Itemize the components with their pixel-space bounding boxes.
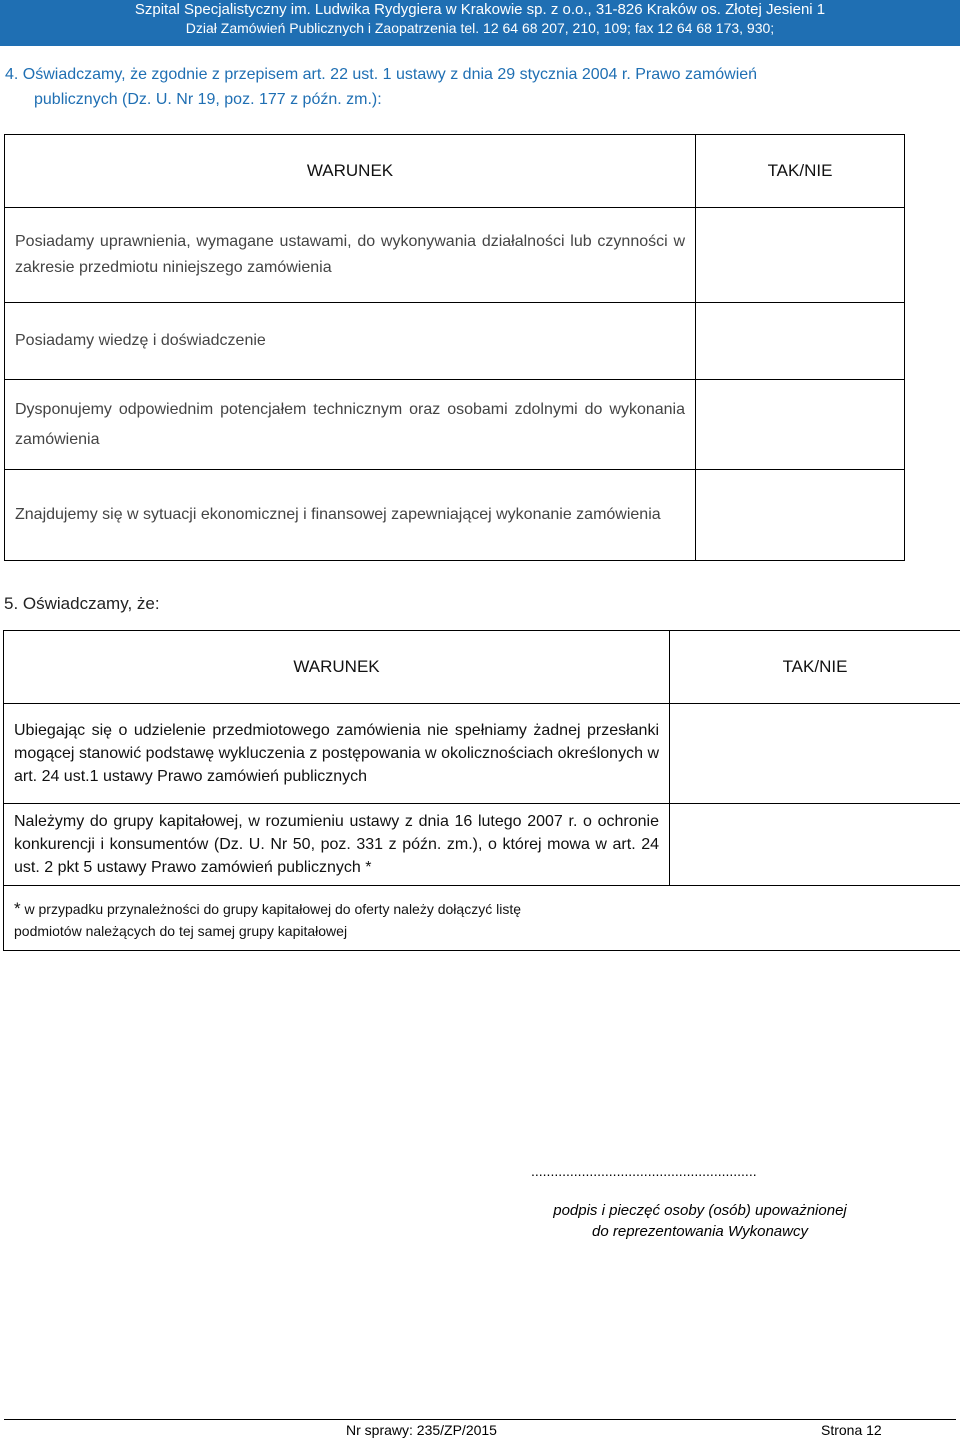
footer-case-number: Nr sprawy: 235/ZP/2015: [346, 1422, 497, 1438]
table-2-row-1-condition: Ubiegając się o udzielenie przedmiotowego zamówienia nie spełniamy żadnej przesłanki mogącej stanowić podstawę wykluczenia z postępowania w okolicznościach określonych w art. 24 ust.1 ustawy Prawo zamówień publicznych: [4, 704, 670, 804]
table-1-row-3-answer[interactable]: [696, 380, 905, 470]
table-2-footnote: [4, 886, 960, 951]
conditions-table-1: [4, 134, 905, 561]
section-5-title: 5. Oświadczamy, że:: [4, 594, 160, 613]
letterhead-line-2: Dział Zamówień Publicznych i Zaopatrzenia tel. 12 64 68 207, 210, 109; fax 12 64 68 173, 930;: [185, 20, 775, 36]
table-1-row-1-condition: Posiadamy uprawnienia, wymagane ustawami, do wykonywania działalności lub czynności w zakresie przedmiotu niniejszego zamówienia: [5, 208, 696, 303]
signature-caption-line-2: do reprezentowania Wykonawcy: [592, 1223, 808, 1240]
table-1-row-4-condition: Znajdujemy się w sytuacji ekonomicznej i finansowej zapewniającej wykonanie zamówienia: [5, 470, 696, 561]
footer-page-number: Strona 12: [821, 1422, 882, 1438]
table-2-row-2-condition: Należymy do grupy kapitałowej, w rozumieniu ustawy z dnia 16 lutego 2007 r. o ochronie konkurencji i konsumentów (Dz. U. Nr 50, poz. 331 z późn. zm.), o której mowa w art. 24 ust. 2 pkt 5 ustawy Prawo zamówień publicznych *: [4, 804, 670, 886]
section-4-line-1: 4. Oświadczamy, że zgodnie z przepisem art. 22 ust. 1 ustawy z dnia 29 stycznia 2004 r. Prawo zamówień: [5, 66, 758, 83]
footer-divider: [4, 1419, 956, 1420]
footnote-line-1: w przypadku przynależności do grupy kapitałowej do oferty należy dołączyć listę: [24, 901, 521, 917]
footnote-star: *: [14, 899, 21, 918]
table-1-header-condition: WARUNEK: [5, 135, 696, 208]
table-2-row-1-answer[interactable]: [670, 704, 960, 804]
signature-caption-line-1: podpis i pieczęć osoby (osób) upoważnionej: [553, 1202, 847, 1219]
signature-caption: [510, 1200, 890, 1242]
table-1-row-2-condition: Posiadamy wiedzę i doświadczenie: [5, 303, 696, 380]
letterhead: [0, 0, 960, 46]
table-1-row-1-answer[interactable]: [696, 208, 905, 303]
table-1-row-3-condition: Dysponujemy odpowiednim potencjałem technicznym oraz osobami zdolnymi do wykonania zamówienia: [5, 380, 696, 470]
table-2-header-condition: WARUNEK: [4, 631, 670, 704]
signature-line: ..........................................................: [531, 1163, 757, 1179]
table-2-row-2-answer[interactable]: [670, 804, 960, 886]
conditions-table-2: [3, 630, 960, 951]
table-1-row-2-answer[interactable]: [696, 303, 905, 380]
table-2-header-answer: TAK/NIE: [670, 631, 960, 704]
section-4-line-2: publicznych (Dz. U. Nr 19, poz. 177 z późn. zm.):: [34, 91, 382, 108]
letterhead-line-1: Szpital Specjalistyczny im. Ludwika Rydygiera w Krakowie sp. z o.o., 31-826 Kraków os. Złotej Jesieni 1: [134, 1, 826, 18]
table-1-row-4-answer[interactable]: [696, 470, 905, 561]
footnote-line-2: podmiotów należących do tej samej grupy kapitałowej: [14, 923, 348, 939]
table-1-header-answer: TAK/NIE: [696, 135, 905, 208]
